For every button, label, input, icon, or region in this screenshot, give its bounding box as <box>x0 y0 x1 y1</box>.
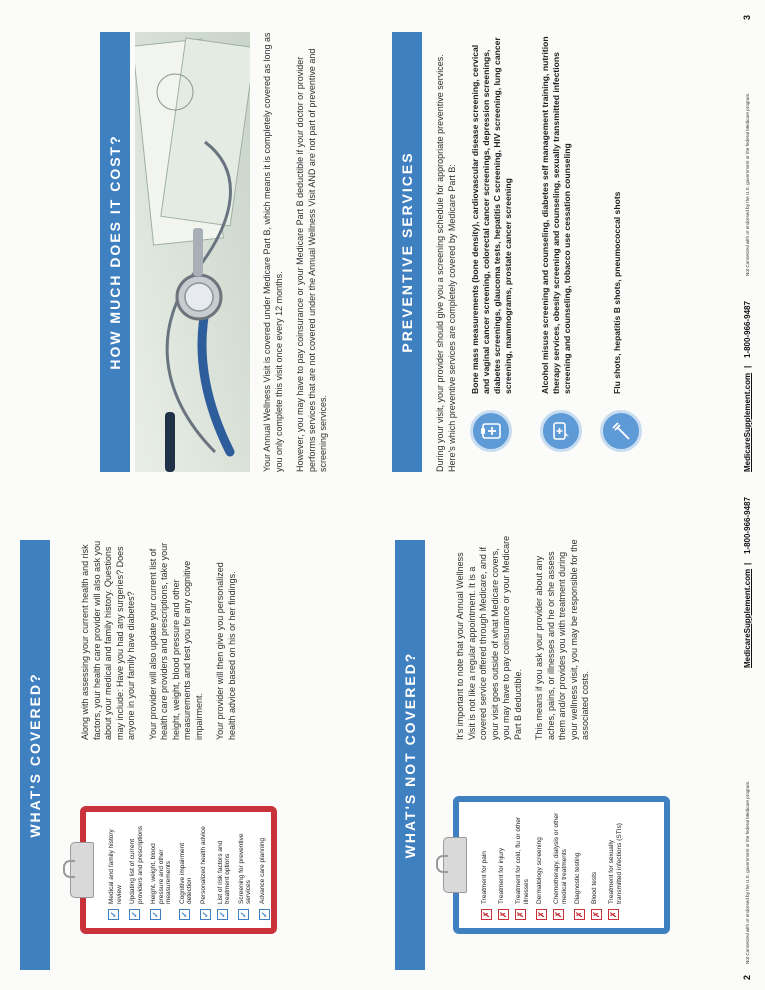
checklist-item <box>498 810 509 920</box>
checkmark-icon: ✓ <box>217 909 228 920</box>
not-covered-text <box>455 535 602 740</box>
checklist-item <box>150 820 173 920</box>
checklist-label: Blood tests <box>591 871 598 904</box>
covered-list <box>86 812 282 928</box>
checklist-label: Personalized health advice <box>199 826 207 904</box>
x-mark-icon: ✗ <box>608 909 619 920</box>
checklist-label: Advance care planning <box>258 837 266 904</box>
not-covered-paragraph: It's important to note that your Annual Wellness Visit is not like a regular appointment. It is a covered service offered through Medicare, and if your visit goes outside of what Medicare covers, you may have to pay coinsurance or your Medicare Part B deductible. <box>455 535 523 740</box>
not-covered-clipboard <box>453 796 670 934</box>
checklist-item <box>259 820 270 920</box>
checkmark-icon: ✓ <box>238 909 249 920</box>
footer-disclaimer-right: Not Connected with or endorsed by the U.S. government or the federal Medicare program. <box>745 92 750 276</box>
x-mark-icon: ✗ <box>591 909 602 920</box>
service-group-counseling: Alcohol misuse screening and counseling, diabetes self management training, nutrition therapy services, obesity screening and counseling, sexually transmitted infections screening and counseling, tobacco use cessation counseling <box>540 36 572 394</box>
stethoscope-money-photo <box>135 32 250 472</box>
footer-separator-left: | <box>743 562 752 565</box>
checklist-label: List of risk factors and treatment options <box>216 840 231 904</box>
service-group-screenings: Bone mass measurements (bone density), cardiovascular disease screening, cervical and vaginal cancer screening, colorectal cancer screenings, depression screenings, diabetes screenings, glaucoma tests, hepatitis C screening, HIV screening, lung cancer screening, mammograms, prostate cancer screening <box>470 37 513 394</box>
x-mark-icon: ✗ <box>553 909 564 920</box>
checklist-item <box>574 810 585 920</box>
preventive-services-banner: PREVENTIVE SERVICES <box>392 32 422 472</box>
checklist-label: Treatment for injury <box>498 847 505 904</box>
checklist-label: Updating list of current providers and prescriptions <box>129 825 144 904</box>
checklist-item <box>108 820 123 920</box>
checklist-label: Treatment for sexually transmitted infections (STIs) <box>608 823 623 904</box>
checklist-item <box>536 810 547 920</box>
checklist-item <box>608 810 623 920</box>
covered-clipboard <box>80 806 277 934</box>
whats-covered-banner: WHAT'S COVERED? <box>20 540 50 970</box>
checklist-item <box>591 810 602 920</box>
checklist-item <box>217 820 232 920</box>
x-mark-icon: ✗ <box>574 909 585 920</box>
checklist-label: Treatment for pain <box>481 851 488 904</box>
checklist-label: Dermatology screening <box>536 837 543 904</box>
footer-site-right: MedicareSupplement.com <box>743 372 752 472</box>
clipboard-clip-icon <box>443 837 467 893</box>
preventive-intro: During your visit, your provider should give you a screening schedule for appropriate preventive services. Here's which preventive services are completely covered by Medicare Part B: <box>435 54 457 472</box>
checklist-label: Height, weight, blood pressure and other measurements <box>150 843 172 904</box>
checklist-label: Treatment for cold, flu or other illnesses <box>515 816 530 904</box>
medical-clipboard-icon <box>470 410 512 452</box>
x-mark-icon: ✗ <box>498 909 509 920</box>
footer-site-left: MedicareSupplement.com <box>743 568 752 668</box>
checklist-label: Diagnostic testing <box>574 852 581 904</box>
x-mark-icon: ✗ <box>536 909 547 920</box>
syringe-icon <box>600 410 642 452</box>
checklist-item <box>200 820 211 920</box>
checkmark-icon: ✓ <box>129 909 140 920</box>
clipboard-clip-icon <box>70 842 94 898</box>
covered-text <box>80 540 248 740</box>
checkmark-icon: ✓ <box>259 909 270 920</box>
covered-paragraph: Along with assessing your current health and risk factors, your health care provider will also ask you about your medical and family history. Questions may include: Have you had any surgeries? Does anyone in your family have diabetes? <box>80 540 136 740</box>
service-group-shots: Flu shots, hepatitis B shots, pneumococcal shots <box>612 191 622 394</box>
checkmark-icon: ✓ <box>200 909 211 920</box>
x-mark-icon: ✗ <box>481 909 492 920</box>
covered-paragraph: Your provider will also update your current list of health care providers and prescriptions, take your height, weight, blood pressure and other measurements and test you for any cognitive impairment. <box>147 542 204 740</box>
footer-separator-right: | <box>743 365 752 368</box>
cost-paragraph: Your Annual Wellness Visit is covered under Medicare Part B, which means it is completely covered as long as you only complete this visit once every 12 months. <box>262 32 284 472</box>
checkmark-icon: ✓ <box>150 909 161 920</box>
checklist-item <box>553 810 568 920</box>
checklist-label: Screening for preventive services <box>237 833 252 904</box>
x-mark-icon: ✗ <box>515 909 526 920</box>
checklist-item <box>481 810 492 920</box>
medical-chat-icon <box>540 410 582 452</box>
stethoscope-icon <box>135 32 250 472</box>
covered-paragraph: Your provider will then give you personalized health advice based on his or her findings. <box>215 562 237 740</box>
cost-paragraph: However, you may have to pay coinsurance or your Medicare Part B deductible if your doctor or provider performs services that are not covered under the Annual Wellness Visit AND are not part of preventive and screening services. <box>295 48 328 472</box>
page-number-left: 2 <box>742 974 752 980</box>
whats-not-covered-banner: WHAT'S NOT COVERED? <box>395 540 425 970</box>
not-covered-list <box>459 802 635 928</box>
footer-phone-right: 1-800-966-9487 <box>743 301 752 358</box>
checklist-label: Cognitive impairment detection <box>178 842 193 904</box>
checkmark-icon: ✓ <box>108 909 119 920</box>
checkmark-icon: ✓ <box>179 909 190 920</box>
checklist-item <box>515 810 530 920</box>
how-much-cost-banner: HOW MUCH DOES IT COST? <box>100 32 130 472</box>
checklist-label: Medical and family history review <box>108 829 123 904</box>
page-number-right: 3 <box>742 14 752 20</box>
checklist-label: Chemotherapy, dialysis or other medical treatments <box>553 812 568 904</box>
checklist-item <box>129 820 144 920</box>
footer-phone-left: 1-800-966-9487 <box>743 497 752 554</box>
not-covered-paragraph: This means if you ask your provider about any aches, pains, or illnesses and he or she assess them and/or provides you with treatment during your wellness visit, you may be responsible for the associated costs. <box>534 539 590 740</box>
footer-disclaimer-left: Not Connected with or endorsed by the U.S. government or the federal Medicare program. <box>745 780 750 964</box>
checklist-item <box>238 820 253 920</box>
checklist-item <box>179 820 194 920</box>
cost-text <box>262 32 340 472</box>
